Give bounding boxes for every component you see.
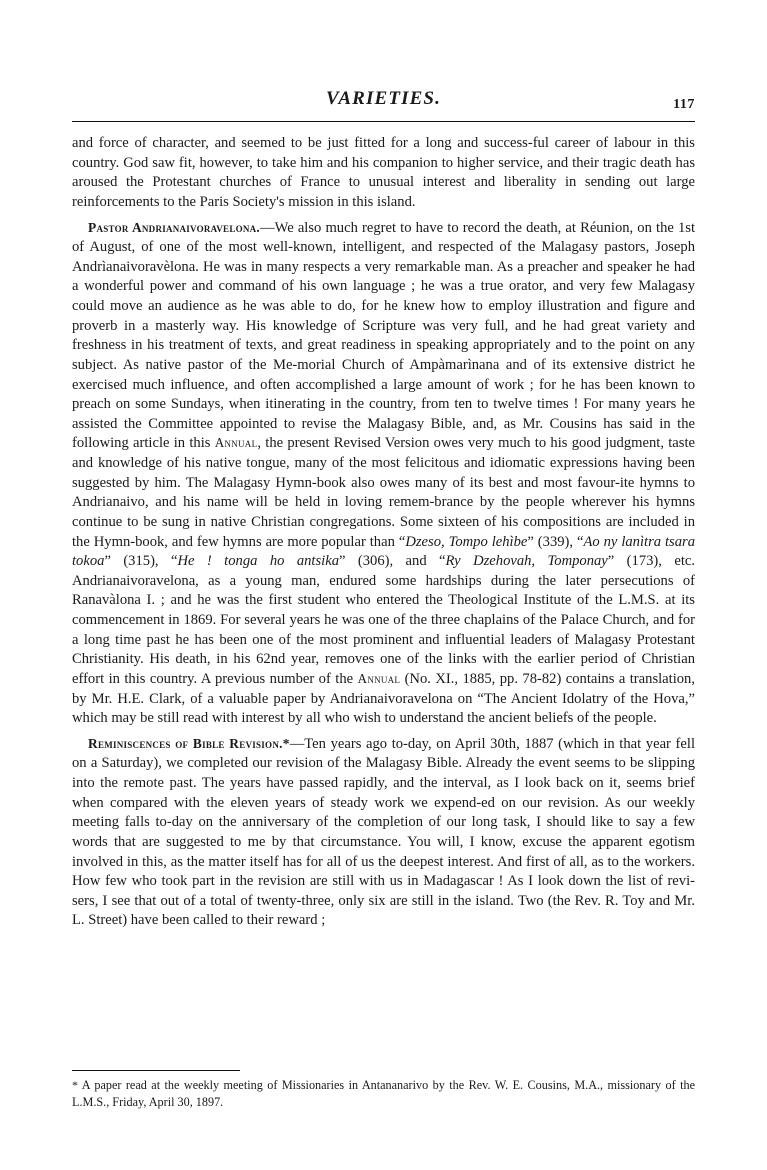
paragraph-2-part7: (No. XI., 1885, pp. 78-82) contains a translation, by Mr. H.E. Clark, of a valuable paper by Andrianaivoravelona on “The Ancient Idolatry of the Hova,” which may be still read with interest by all who wish to understand the ancient beliefs of the people. — [72, 670, 696, 727]
paragraph-3-runhead: Reminiscences of Bible Revision.* — [88, 735, 290, 751]
paragraph-3-text: —Ten years ago to-day, on April 30th, 1887 (which in that year fell on a Saturday), we completed our revision of the Malagasy Bible. Already the event seems to be slipping into the remote past. The years have passed rapidly, and the interval, as I look back on it, seems brief when compared with the eleven years of steady work we expend-ed on our revision. As our weekly meeting falls to-day on the anniversary of the completion of our long task, I should like to say a few words that are suggested to me by that circumstance. You will, I know, excuse the apparent egotism involved in this, as the matter itself has for all of us the deepest interest. And first of all, as to the workers. How few who took part in the revision are still with us in Madagascar ! As I look down the list of revi-sers, I see that out of a total of twenty-three, only six are still in the island. Two (the Rev. R. Toy and Mr. L. Street) have been called to their reward ; — [72, 735, 695, 929]
page-header — [72, 88, 695, 114]
paragraph-2-smallcaps-annual-1: Annual — [214, 435, 258, 451]
hymn-title-2: Ao ny lanìtra tsara tokoa — [72, 533, 696, 570]
paragraph-2-part3: ” (339), “ — [527, 533, 584, 550]
paragraph-continuation — [72, 134, 695, 213]
paragraph-pastor-andrianaivoravelona — [72, 219, 695, 729]
paragraph-2-part1: —We also much regret to have to record the death, at Réunion, on the 1st of August, of one of the most well-known, intelligent, and respected of the Malagasy pastors, Joseph Andrìanaivoravèlona. He was in many respects a very remarkable man. As a preacher and speaker he had a wonderful power and command of his own language ; he was a true orator, and very few Malagasy could move an audience as he was able to do, for he knew how to employ illustration and figure and proverb in a masterly way. His knowledge of Scripture was very full, and he had great variety and freshness in his treatment of texts, and great readiness in speaking appropriately and to the point on any subject. As native pastor of the Me-morial Church of Ampàmarìnana and of its extensive district he exercised much influence, and often accomplished a large amount of work ; for he has been known to preach on some Sundays, when itinerating in the country, from ten to twelve times ! For many years he assisted the Committee appointed to revise the Malagasy Bible, and, as Mr. Cousins has said in the following article in this — [72, 219, 695, 452]
paragraph-2-part2: , the present Revised Version owes very much to his good judgment, taste and knowledge of his native tongue, many of the most felicitous and idiomatic expressions having been suggested by him. The Malagasy Hymn-book also owes many of its best and most favour-ite hymns to Andrianaivo, and his name will be held in loving remem-brance by the people wherever his hymns continue to be sung in native Christian congregations. Some sixteen of his compositions are included in the Hymn-book, and few hymns are more popular than “ — [72, 435, 695, 550]
body-text — [72, 134, 695, 931]
footnote-rule — [72, 1070, 240, 1071]
footnote-section — [72, 1070, 695, 1110]
paragraph-2-part5: ” (306), and “ — [339, 553, 446, 570]
paragraph-2-part4: ” (315), “ — [104, 553, 178, 570]
hymn-title-1: ǲeso, Tompo lehìbe — [405, 533, 528, 550]
paragraph-reminiscences-of-bible-revision — [72, 735, 695, 931]
hymn-title-4: Ry ǲehovah, Tomponay — [445, 553, 608, 570]
paragraph-2-runhead: Pastor Andrianaivoravelona. — [88, 219, 261, 235]
paragraph-2-smallcaps-annual-2: Annual — [357, 670, 401, 686]
paragraph-2-part6: ” (173), etc. Andrianaivoravelona, as a young man, endured some hardships during the later persecutions of Ranavàlona I. ; and he was the first student who entered the Theological Institute of the L.M.S. at its commencement in 1869. For several years he was one of the three chaplains of the Palace Church, and for a long time past he has been one of the most prominent and influential leaders of Malagasy Protestant Christianity. His death, in his 62nd year, removes one of the links with the earlier period of Christian effort in this country. A previous number of the — [72, 553, 695, 687]
footnote-marker: * — [72, 1078, 78, 1093]
hymn-title-3: He ! tonga ho antsika — [177, 553, 339, 570]
header-rule — [72, 121, 695, 122]
paragraph-1-text: and force of character, and seemed to be just fitted for a long and success-ful career of labour in this country. God saw fit, however, to take him and his companion to higher service, and their tragic death has aroused the Protestant churches of France to unusual interest and liberality in sending out large reinforcements to the Paris Society's mission in this island. — [72, 135, 695, 210]
running-title: VARIETIES. — [325, 88, 442, 109]
page-number: 117 — [673, 97, 695, 112]
footnote-text: A paper read at the weekly meeting of Missionaries in Antananarivo by the Rev. W. E. Cousins, M.A., missionary of the L.M.S., Friday, April 30, 1897. — [72, 1078, 695, 1109]
footnote — [72, 1077, 695, 1110]
